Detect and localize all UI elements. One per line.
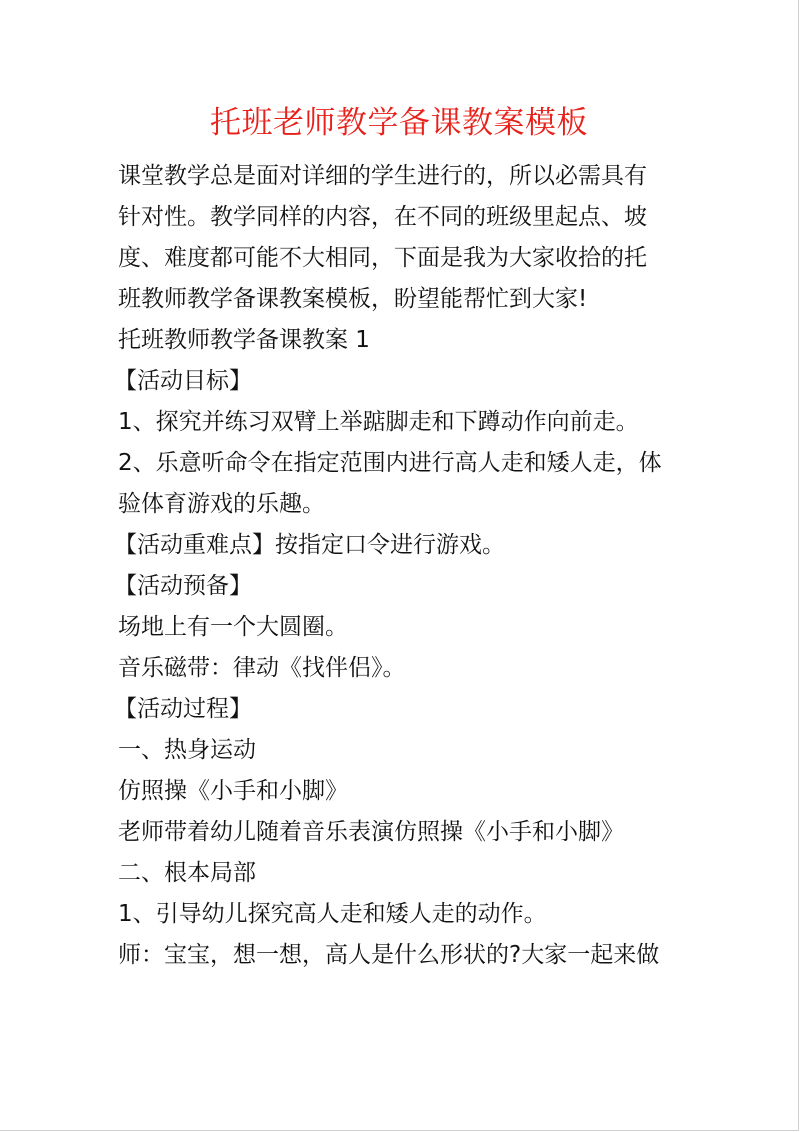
paragraph-line: 二、根本局部: [118, 860, 256, 886]
paragraph-line: 老师带着幼儿随着音乐表演仿照操《小手和小脚》: [118, 819, 624, 845]
paragraph-line: 班教师教学备课教案模板，盼望能帮忙到大家!: [118, 286, 588, 312]
section-heading: 【活动预备】: [114, 573, 252, 599]
paragraph-line: 1、探究并练习双臂上举踮脚走和下蹲动作向前走。: [118, 409, 639, 435]
paragraph-line: 1、引导幼儿探究高人走和矮人走的动作。: [118, 901, 547, 927]
paragraph-line: 2、乐意听命令在指定范围内进行高人走和矮人走，体: [118, 450, 662, 476]
paragraph-line: 针对性。教学同样的内容，在不同的班级里起点、坡: [118, 204, 647, 230]
paragraph-line: 度、难度都可能不大相同，下面是我为大家收拾的托: [118, 245, 647, 271]
paragraph-line: 音乐磁带：律动《找伴侣》。: [118, 655, 406, 681]
document-title: 托班老师教学备课教案模板: [210, 105, 588, 141]
paragraph-line: 课堂教学总是面对详细的学生进行的，所以必需具有: [118, 163, 647, 189]
paragraph-line: 验体育游戏的乐趣。: [118, 491, 325, 517]
paragraph-line: 场地上有一个大圆圈。: [118, 614, 348, 640]
section-heading: 【活动重难点】按指定口令进行游戏。: [114, 532, 505, 558]
document-body: [114, 156, 688, 976]
paragraph-line: 仿照操《小手和小脚》: [118, 778, 348, 804]
paragraph-line: 一、热身运动: [118, 737, 256, 763]
section-heading: 【活动过程】: [114, 696, 252, 722]
paragraph-line: 师：宝宝，想一想，高人是什么形状的?大家一起来做: [118, 942, 660, 968]
section-heading: 【活动目标】: [114, 368, 252, 394]
section-heading: 托班教师教学备课教案 1: [118, 327, 370, 353]
